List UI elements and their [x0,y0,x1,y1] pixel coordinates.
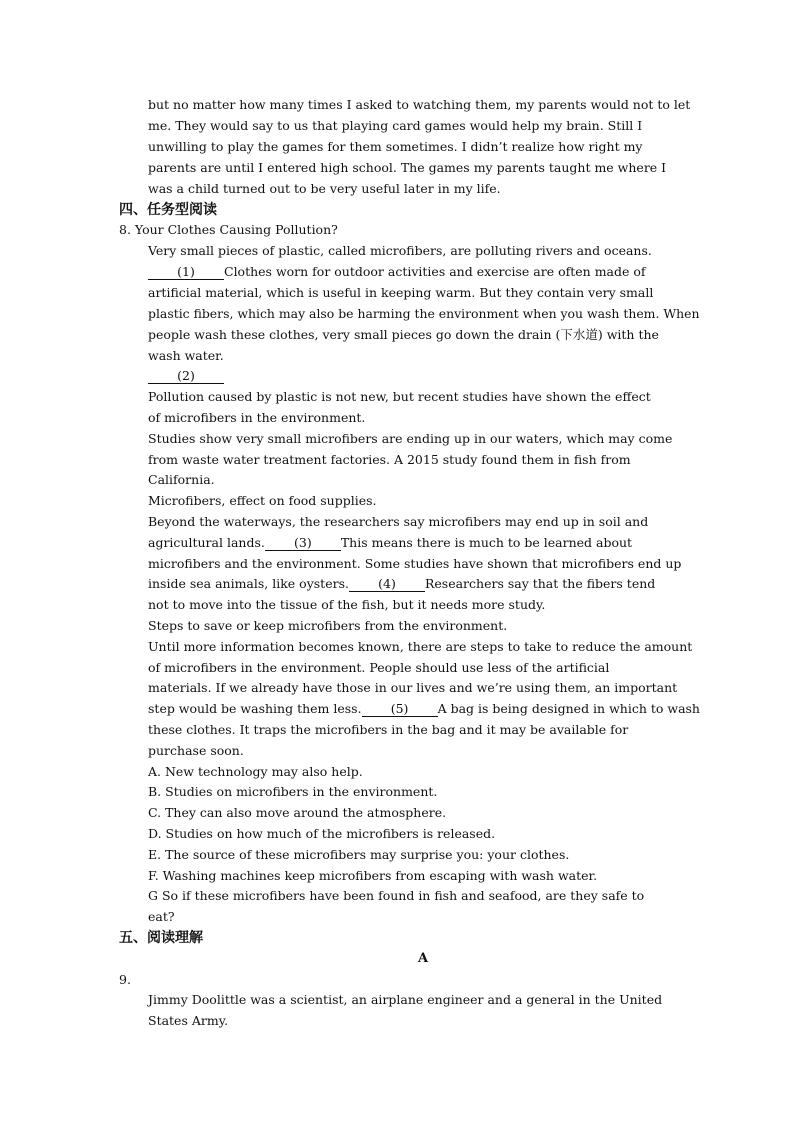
passage-line: me. They would say to us that playing card games would help my brain. Still I [148,118,643,133]
line-text: Researchers say that the fibers tend [424,576,656,591]
passage-line [148,535,632,551]
passage-line: Studies show very small microfibers are ending up in our waters, which may come [148,431,673,446]
answer-blank-3[interactable]: (3) [265,536,341,551]
passage-line: these clothes. It traps the microfibers in the bag and it may be available for [148,722,629,737]
line-text: Clothes worn for outdoor activities and exercise are often made of [224,264,646,279]
question-number-title [119,222,338,238]
passage-line: wash water. [148,348,224,363]
passage-line: materials. If we already have those in our lives and we’re using them, an important [148,680,678,695]
passage-line: of microfibers in the environment. [148,410,366,425]
question-number: 8. [119,222,131,237]
option-e: E. The source of these microfibers may surprise you: your clothes. [148,847,570,862]
passage-line: not to move into the tissue of the fish, but it needs more study. [148,597,546,612]
passage-line: but no matter how many times I asked to watching them, my parents would not to let [148,97,691,112]
passage-line: people wash these clothes, very small pieces go down the drain (下水道) with the [148,327,659,342]
passage-line: artificial material, which is useful in keeping warm. But they contain very small [148,285,654,300]
passage-title: Your Clothes Causing Pollution? [134,222,338,237]
section-heading: 五、阅读理解 [119,930,203,946]
passage-line: from waste water treatment factories. A 2015 study found them in fish from [148,452,631,467]
section-heading: 四、任务型阅读 [119,202,217,218]
answer-blank-4[interactable]: (4) [349,577,425,592]
line-text: agricultural lands. [148,535,265,550]
line-text: step would be washing them less. [148,701,362,716]
passage-line: parents are until I entered high school. The games my parents taught me where I [148,160,667,175]
line-text: This means there is much to be learned about [340,535,633,550]
option-c: C. They can also move around the atmosphere. [148,805,447,820]
passage-line: Very small pieces of plastic, called microfibers, are polluting rivers and oceans. [148,243,652,258]
passage-line: of microfibers in the environment. People should use less of the artificial [148,660,610,675]
answer-blank-5[interactable]: (5) [362,702,438,717]
passage-line: Jimmy Doolittle was a scientist, an airplane engineer and a general in the United [148,992,663,1007]
passage-line: Pollution caused by plastic is not new, but recent studies have shown the effect [148,389,651,404]
answer-blank-2[interactable]: (2) [148,369,224,384]
passage-line: Beyond the waterways, the researchers say microfibers may end up in soil and [148,514,649,529]
passage-line [148,701,700,717]
option-g-cont: eat? [148,909,175,924]
passage-line [148,576,655,592]
line-text: inside sea animals, like oysters. [148,576,349,591]
option-d: D. Studies on how much of the microfibers is released. [148,826,496,841]
option-b: B. Studies on microfibers in the environment. [148,784,438,799]
passage-line: was a child turned out to be very useful later in my life. [148,181,501,196]
passage-line [148,264,646,280]
option-g: G So if these microfibers have been found in fish and seafood, are they safe to [148,888,645,903]
passage-line: purchase soon. [148,743,244,758]
passage-line: Steps to save or keep microfibers from the environment. [148,618,508,633]
passage-line: Until more information becomes known, there are steps to take to reduce the amount [148,639,693,654]
passage-line: California. [148,472,215,487]
line-text: A bag is being designed in which to wash [437,701,700,716]
passage-line: plastic fibers, which may also be harming the environment when you wash them. When [148,306,700,321]
part-label: A [417,951,429,966]
option-f: F. Washing machines keep microfibers from escaping with wash water. [148,868,598,883]
option-a: A. New technology may also help. [148,764,363,779]
passage-line: microfibers and the environment. Some studies have shown that microfibers end up [148,556,682,571]
answer-blank-1[interactable]: (1) [148,265,224,280]
passage-line: unwilling to play the games for them sometimes. I didn’t realize how right my [148,139,643,154]
passage-line: Microfibers, effect on food supplies. [148,493,377,508]
passage-line [148,368,224,384]
passage-line: States Army. [148,1013,229,1028]
question-number: 9. [119,972,131,987]
